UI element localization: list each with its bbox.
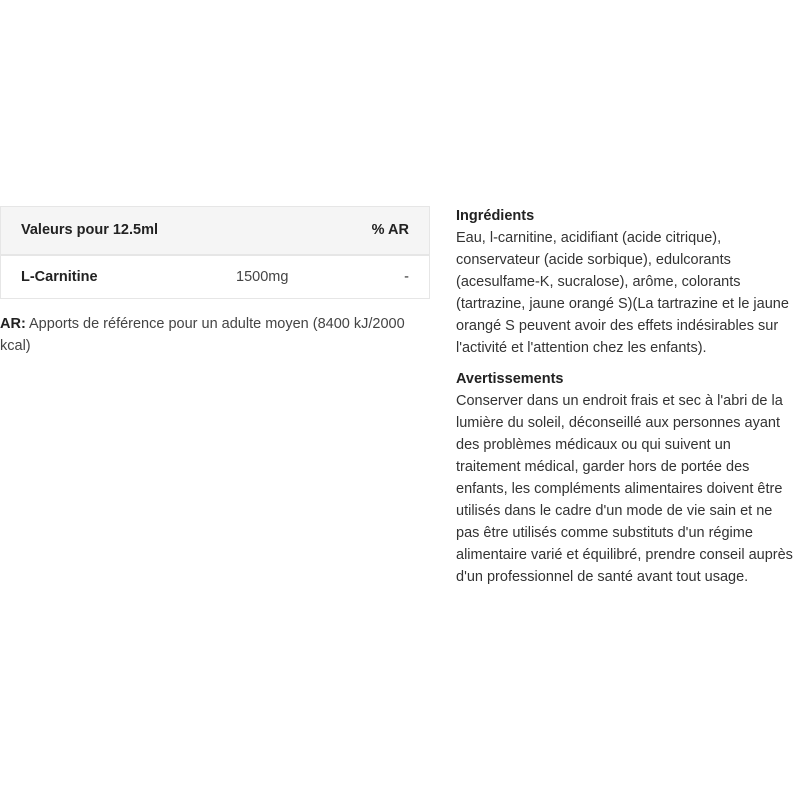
nutrition-table: [0, 206, 430, 299]
ar-note: [0, 313, 420, 357]
warnings-title: Avertissements: [456, 371, 564, 387]
nutrition-section: [0, 206, 430, 357]
table-row: [1, 255, 430, 299]
warnings-text: Conserver dans un endroit frais et sec à l'abri de la lumière du soleil, déconseillé aux personnes ayant des problèmes médicaux ou qui suivent un traitement médical, garder hors de portée des enfants, les compléments alimentaires doivent être utilisés dans le cadre d'un mode de vie sain et ne pas être utilisés comme substituts d'un régime alimentaire varié et équilibré, prendre conseil auprès d'un professionnel de santé avant tout usage.: [456, 393, 793, 585]
ar-note-text: Apports de référence pour un adulte moyen (8400 kJ/2000 kcal): [0, 316, 405, 354]
nutrient-name: L-Carnitine: [21, 268, 98, 285]
table-header-row: [1, 207, 430, 255]
nutrient-value: 1500mg: [236, 268, 289, 285]
nutrient-ar: -: [404, 268, 409, 285]
ar-note-label: AR:: [0, 316, 26, 332]
product-info: [456, 205, 796, 597]
ingredients-title: Ingrédients: [456, 208, 535, 224]
ingredients-text: Eau, l-carnitine, acidifiant (acide citrique), conservateur (acide sorbique), edulcorants (acesulfame-K, sucralose), arôme, colorants (tartrazine, jaune orangé S)(La tartrazine et le jaune orangé S peuvent avoir des effets indésirables sur l'activité et l'attention chez les enfants).: [456, 230, 789, 356]
header-ar-label: % AR: [371, 222, 409, 239]
header-values-label: Valeurs pour 12.5ml: [21, 222, 159, 239]
